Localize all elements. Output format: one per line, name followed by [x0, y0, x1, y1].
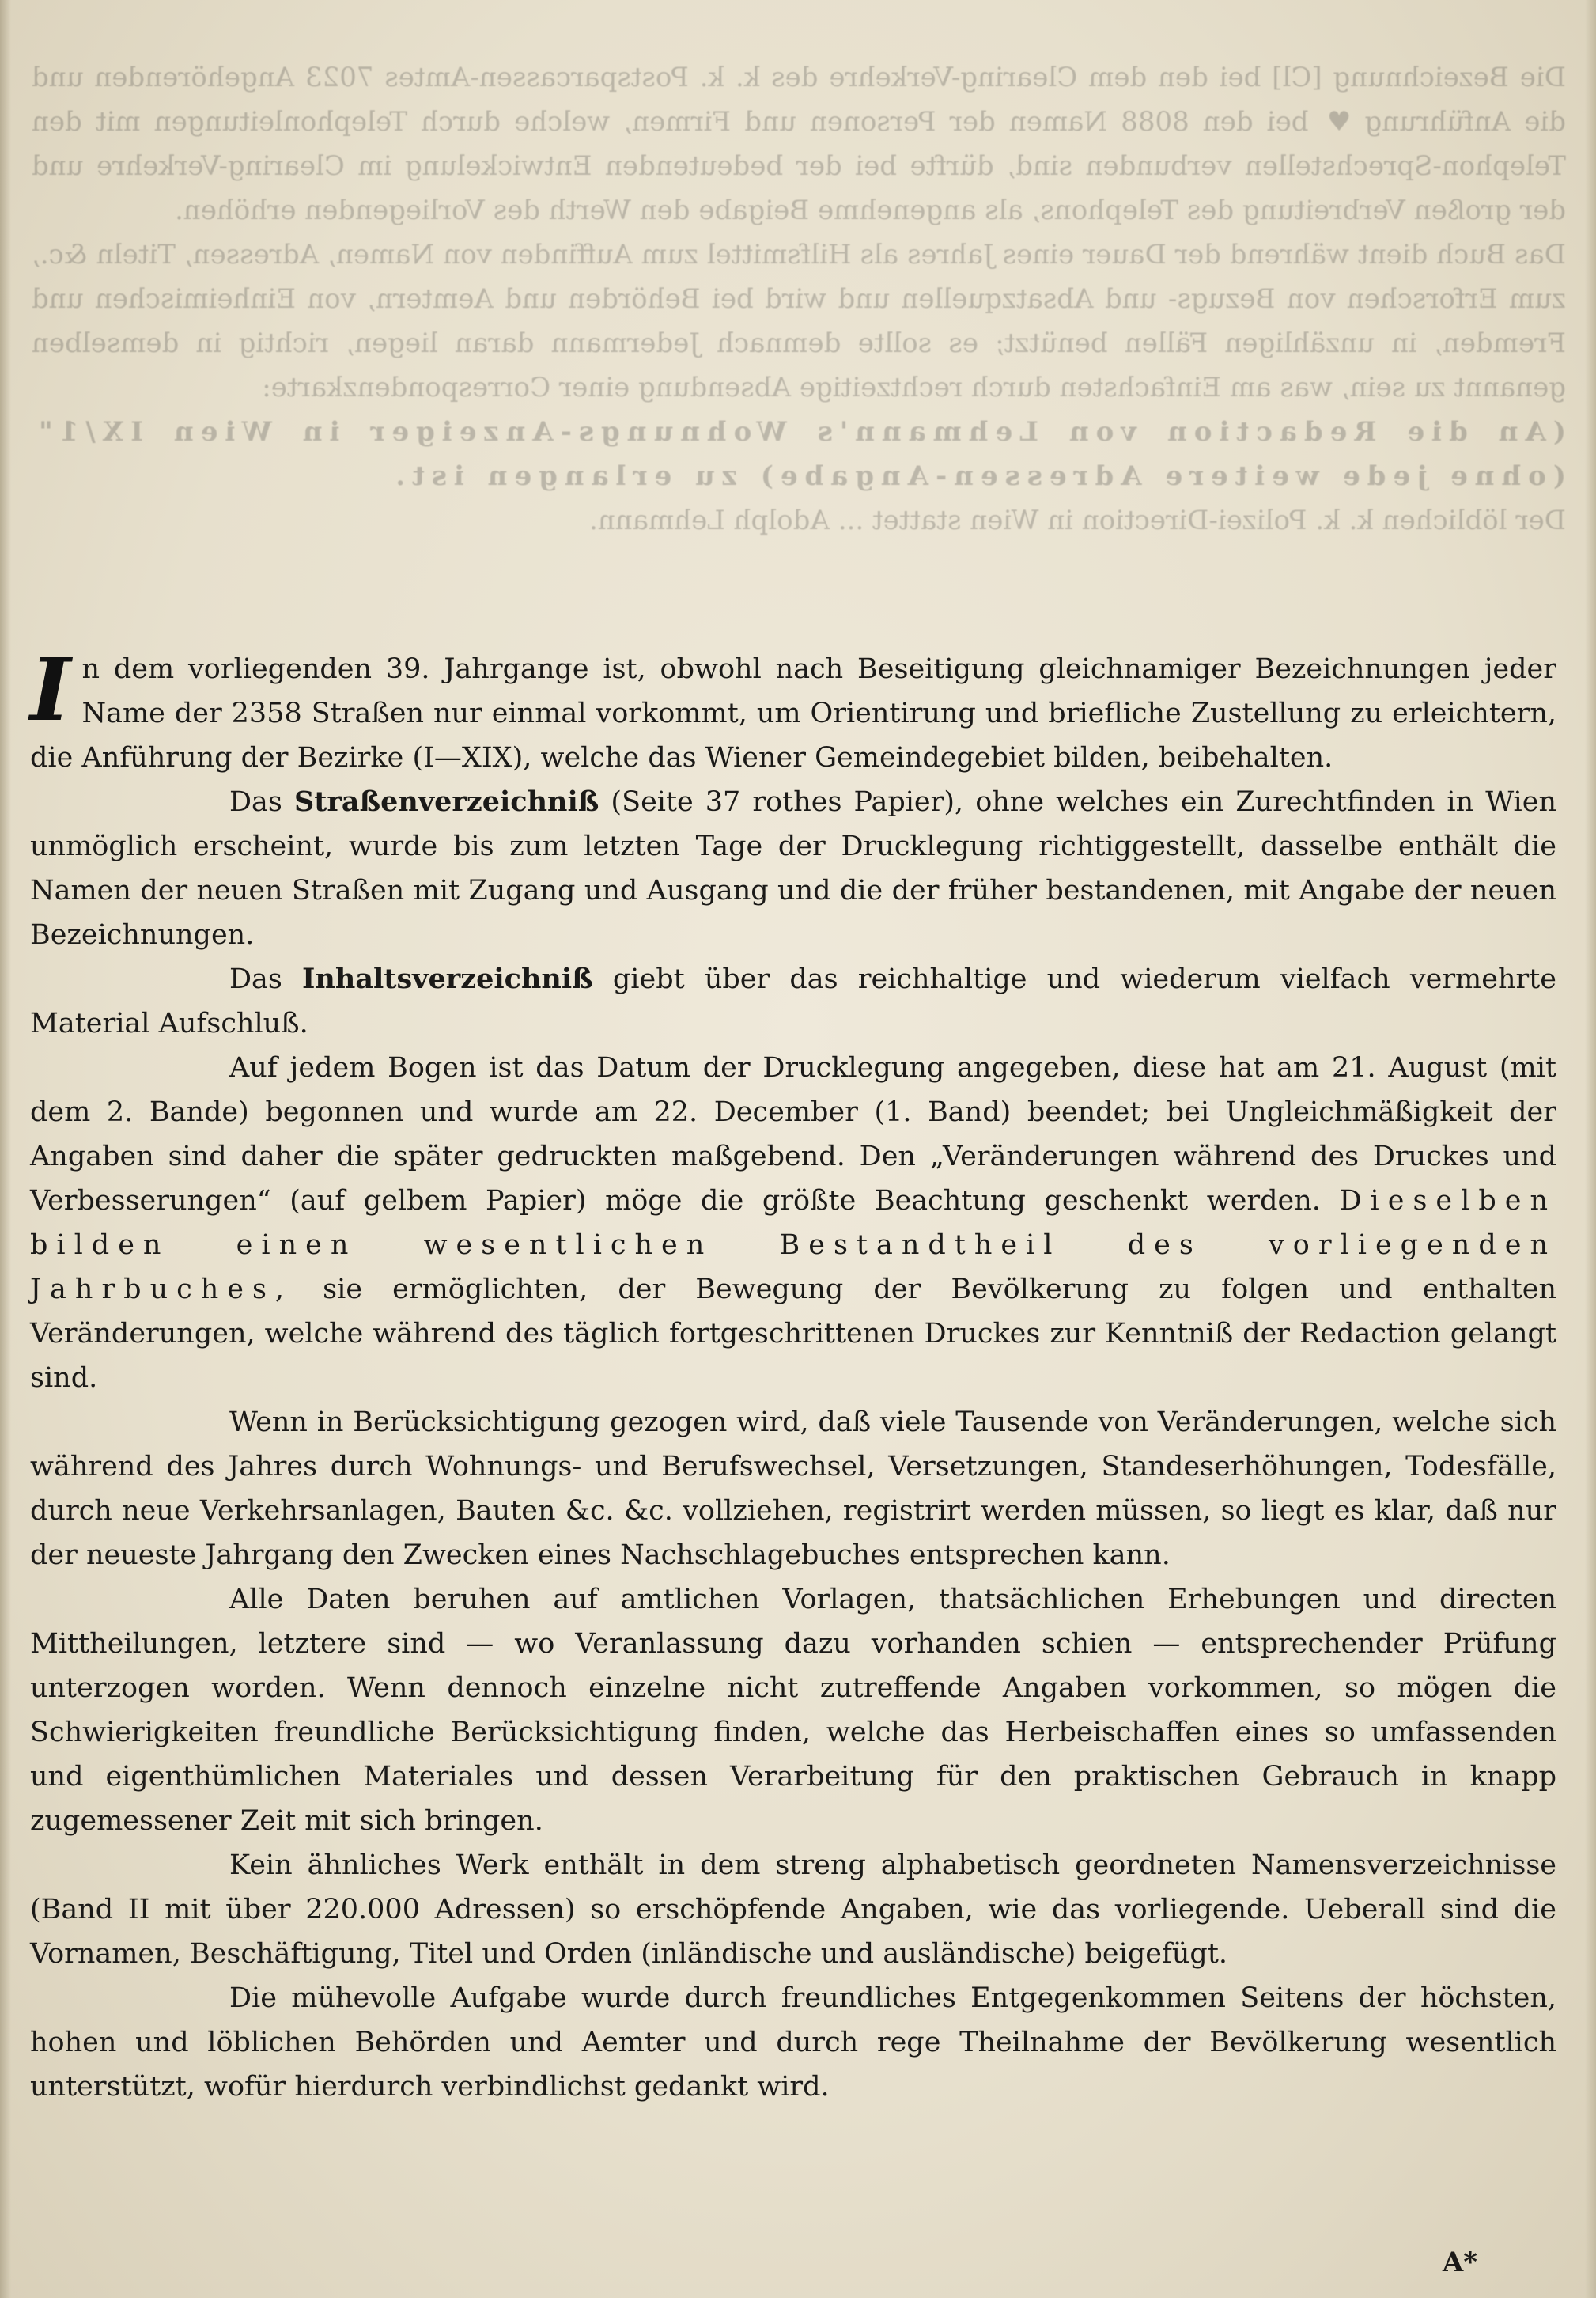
paragraph-2 [30, 780, 1556, 957]
signature-mark: A* [1442, 2247, 1477, 2278]
paragraph-4-text-a: Auf jedem Bogen ist das Datum der Drucklegung angegeben, diese hat am 21. August (mit dem 2. Bande) begonnen und wurde am 22. December (1. Band) beendet; bei Ungleichmäßigkeit der Angaben sind daher die später gedruckten maßgebend. Den „Veränderungen während des Druckes und Verbesserungen“ (auf gelbem Papier) möge die größte Beachtung geschenkt werden. [30, 1052, 1556, 1217]
bleed-through-text [32, 55, 1566, 543]
paragraph-5: Wenn in Berücksichtigung gezogen wird, daß viele Tausende von Veränderungen, welche sich während des Jahres durch Wohnungs- und Berufswechsel, Versetzungen, Standeserhöhungen, Todesfälle, durch neue Verkehrsanlagen, Bauten &c. &c. vollziehen, registrirt werden müssen, so liegt es klar, daß nur der neueste Jahrgang den Zwecken eines Nachschlagebuches entsprechen kann. [30, 1406, 1556, 1571]
preface-body [30, 638, 1557, 2109]
bleed-through-paragraph: (An die Redaction von Lehmann's Wohnungs-Anzeiger in Wien IX/1" (ohne jede weitere Adressen-Angabe) zu erlangen ist. [32, 416, 1566, 492]
bleed-through-paragraph: Das Buch dient während der Dauer eines Jahres als Hilfsmittel zum Auffinden von Namen, Adressen, Titeln &c., zum Erforschen von Bezugs- und Absatzquellen und wird bei Behörden und Aemtern, von Einheimischen und Fremden, in unzähligen Fällen benützt; es sollte demnach Jedermann daran liegen, richtig in demselben genannt zu sein, was am Einfachsten durch rechtzeitige Absendung einer Correspondenzkarte: [32, 239, 1566, 403]
right-edge-shadow [1585, 0, 1596, 2298]
paragraph-1 [30, 638, 1556, 780]
left-edge-shadow [0, 0, 11, 2298]
paragraph-3-text: giebt über das reichhaltige und wiederum vielfach vermehrte Material Aufschluß. [30, 963, 1557, 1039]
bleed-through-paragraph: Die Bezeichnung [Cl] bei den dem Clearing-Verkehre des k. k. Postsparcassen-Amtes 7023 Angehörenden und die Anführung ♥ bei den 8088 Namen der Personen und Firmen, welche durch Telephonleitungen mit den Telephon-Sprechstellen verbunden sind, dürfte bei der bedeutenden Entwickelung im Clearing-Verkehre und der großen Verbreitung des Telephons, als angenehme Beigabe den Werth des Vorliegenden erhöhen. [32, 62, 1566, 226]
contents-index-term: Inhaltsverzeichniß [302, 963, 593, 995]
paragraph-6: Alle Daten beruhen auf amtlichen Vorlagen, thatsächlichen Erhebungen und directen Mittheilungen, letztere sind — wo Veranlassung dazu vorhanden schien — entsprechender Prüfung unterzogen worden. Wenn dennoch einzelne nicht zutreffende Angaben vorkommen, so mögen die Schwierigkeiten freundliche Berücksichtigung finden, welche das Herbeischaffen eines so umfassenden und eigenthümlichen Materiales und dessen Verarbeitung für den praktischen Gebrauch in knapp zugemessener Zeit mit sich bringen. [30, 1584, 1556, 1837]
paragraph-4-emphasis: Dieselben bilden einen wesentlichen Bestandtheil des vorliegenden Jahrbuches, [30, 1185, 1556, 1305]
paragraph-3-lead: Das [229, 963, 303, 995]
paragraph-4 [30, 1046, 1556, 1400]
bleed-through-paragraph: Der löblichen k. k. Polizei-Direction in Wien stattet ... Adolph Lehmann. [589, 505, 1566, 536]
drop-cap-initial: I [30, 638, 71, 740]
paragraph-2-text: (Seite 37 rothes Papier), ohne welches ein Zurechtfinden in Wien unmöglich erscheint, wurde bis zum letzten Tage der Drucklegung richtiggestellt, dasselbe enthält die Namen der neuen Straßen mit Zugang und Ausgang und die der früher bestandenen, mit Angabe der neuen Bezeichnungen. [30, 786, 1556, 951]
paragraph-8: Die mühevolle Aufgabe wurde durch freundliches Entgegenkommen Seitens der höchsten, hohen und löblichen Behörden und Aemter und durch rege Theilnahme der Bevölkerung wesentlich unterstützt, wofür hierdurch verbindlichst gedankt wird. [30, 1982, 1556, 2103]
paragraph-2-lead: Das [229, 786, 294, 818]
paragraph-1-text: n dem vorliegenden 39. Jahrgange ist, obwohl nach Beseitigung gleichnamiger Bezeichnungen jeder Name der 2358 Straßen nur einmal vorkommt, um Orientirung und briefliche Zustellung zu erleichtern, die Anführung der Bezirke (I—XIX), welche das Wiener Gemeindegebiet bilden, beibehalten. [30, 653, 1556, 774]
street-index-term: Straßenverzeichniß [293, 786, 599, 818]
paragraph-7: Kein ähnliches Werk enthält in dem streng alphabetisch geordneten Namensverzeichnisse (Band II mit über 220.000 Adressen) so erschöpfende Angaben, wie das vorliegende. Ueberall sind die Vornamen, Beschäftigung, Titel und Orden (inländische und ausländische) beigefügt. [30, 1849, 1556, 1970]
paragraph-3 [30, 957, 1556, 1046]
paragraph-4-text-b: sie ermöglichten, der Bewegung der Bevölkerung zu folgen und enthalten Veränderungen, welche während des täglich fortgeschrittenen Druckes zur Kenntniß der Redaction gelangt sind. [30, 1274, 1556, 1394]
